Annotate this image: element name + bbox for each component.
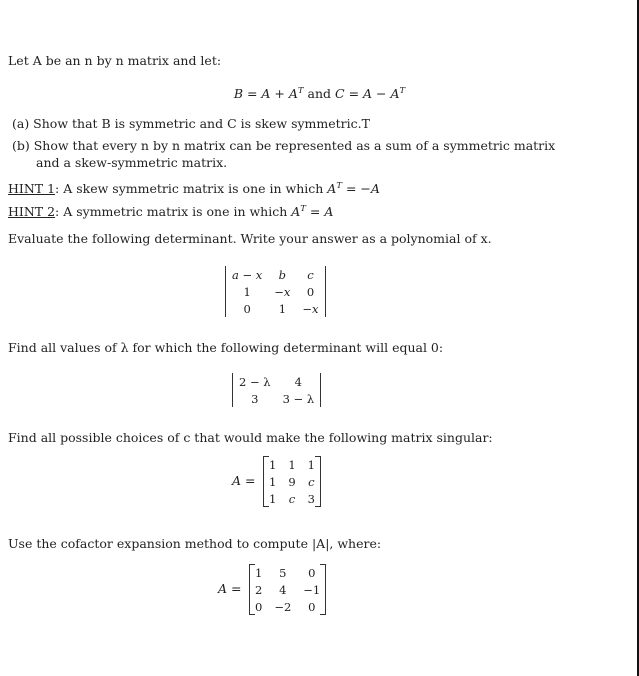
matrix-cell: −x	[274, 284, 291, 299]
hint-1-text: : A skew symmetric matrix is one in which	[55, 181, 328, 196]
hint-1	[8, 178, 380, 197]
matrix-cell: 0	[308, 565, 316, 580]
hint-2-text: : A symmetric matrix is one in which	[55, 204, 292, 219]
matrix-cell: 1	[307, 457, 315, 472]
matrix-cell: 1	[269, 457, 277, 472]
matrix-cell: c	[308, 474, 315, 489]
eq-T1: T	[297, 86, 304, 96]
matrix-cell: −2	[274, 599, 292, 614]
eq-and: and	[303, 86, 336, 101]
intro-text: Let A be an n by n matrix and let:	[8, 53, 222, 68]
definition-equation	[0, 86, 639, 101]
matrix-cell: 3	[251, 391, 259, 406]
matrix-cell: 0	[255, 599, 263, 614]
matrix-cell: 0	[243, 301, 251, 316]
matrix-cell: 1	[269, 491, 277, 506]
matrix-cell: 1	[278, 301, 287, 316]
matrix-cell: 3	[307, 491, 315, 506]
matrix-cell: b	[278, 267, 287, 282]
matrix-4-label: A =	[218, 581, 242, 596]
mat3-row	[263, 473, 321, 490]
hint-1-label: HINT 1	[8, 181, 56, 196]
mat4-row	[249, 581, 326, 598]
matrix-3-label: A =	[232, 473, 256, 488]
part-b-line1: (b) Show that every n by n matrix can be represented as a sum of a symmetric matrix	[12, 138, 556, 153]
determinant-2	[232, 373, 321, 407]
eq-part2: = A − A	[344, 86, 400, 101]
part-a: (a) Show that B is symmetric and C is skew symmetric.T	[12, 116, 370, 131]
eq-part1: = A + A	[243, 86, 298, 101]
hint-1-sup: T	[336, 181, 342, 191]
mat4-row	[249, 598, 326, 615]
matrix-cell: c	[288, 491, 296, 506]
hint-2-sup: T	[300, 204, 306, 214]
question-1-text: Evaluate the following determinant. Write your answer as a polynomial of x.	[8, 231, 492, 246]
matrix-cell: −1	[303, 582, 321, 597]
matrix-cell: 1	[255, 565, 263, 580]
det1-row	[226, 283, 326, 300]
det1-row	[226, 266, 326, 283]
matrix-3	[263, 456, 321, 507]
det1-row	[226, 300, 326, 317]
matrix-cell: 9	[288, 474, 296, 489]
part-b-line2: and a skew-symmetric matrix.	[36, 155, 228, 170]
matrix-4	[249, 564, 326, 615]
det2-row	[233, 373, 321, 390]
hint-2	[8, 201, 333, 220]
matrix-cell: 5	[279, 565, 287, 580]
hint-2-label: HINT 2	[8, 204, 56, 219]
matrix-cell: a − x	[232, 267, 263, 282]
matrix-cell: c	[307, 267, 314, 282]
matrix-cell: 4	[294, 374, 302, 389]
matrix-cell: 2 − λ	[239, 374, 271, 389]
matrix-cell: 0	[306, 284, 315, 299]
det2-row	[233, 390, 321, 407]
hint-1-math: A	[327, 181, 337, 196]
matrix-cell: 1	[243, 284, 251, 299]
question-3-text: Find all possible choices of c that would make the following matrix singular:	[8, 430, 493, 445]
eq-B: B	[233, 86, 243, 101]
mat3-row	[263, 456, 321, 473]
hint-1-math-end: = −A	[342, 181, 380, 196]
hint-2-math: A	[291, 204, 301, 219]
matrix-cell: −x	[302, 301, 319, 316]
eq-T2: T	[399, 86, 406, 96]
matrix-cell: 2	[255, 582, 263, 597]
matrix-cell: 1	[269, 474, 277, 489]
matrix-cell: 1	[288, 457, 296, 472]
matrix-cell: 0	[308, 599, 316, 614]
question-4-text: Use the cofactor expansion method to compute |A|, where:	[8, 536, 382, 551]
determinant-1	[225, 266, 326, 317]
eq-C: C	[335, 86, 345, 101]
matrix-cell: 3 − λ	[282, 391, 315, 406]
matrix-cell: 4	[279, 582, 287, 597]
mat4-row	[249, 564, 326, 581]
hint-2-math-end: = A	[305, 204, 334, 219]
question-2-text: Find all values of λ for which the following determinant will equal 0:	[8, 340, 444, 355]
mat3-row	[263, 490, 321, 507]
